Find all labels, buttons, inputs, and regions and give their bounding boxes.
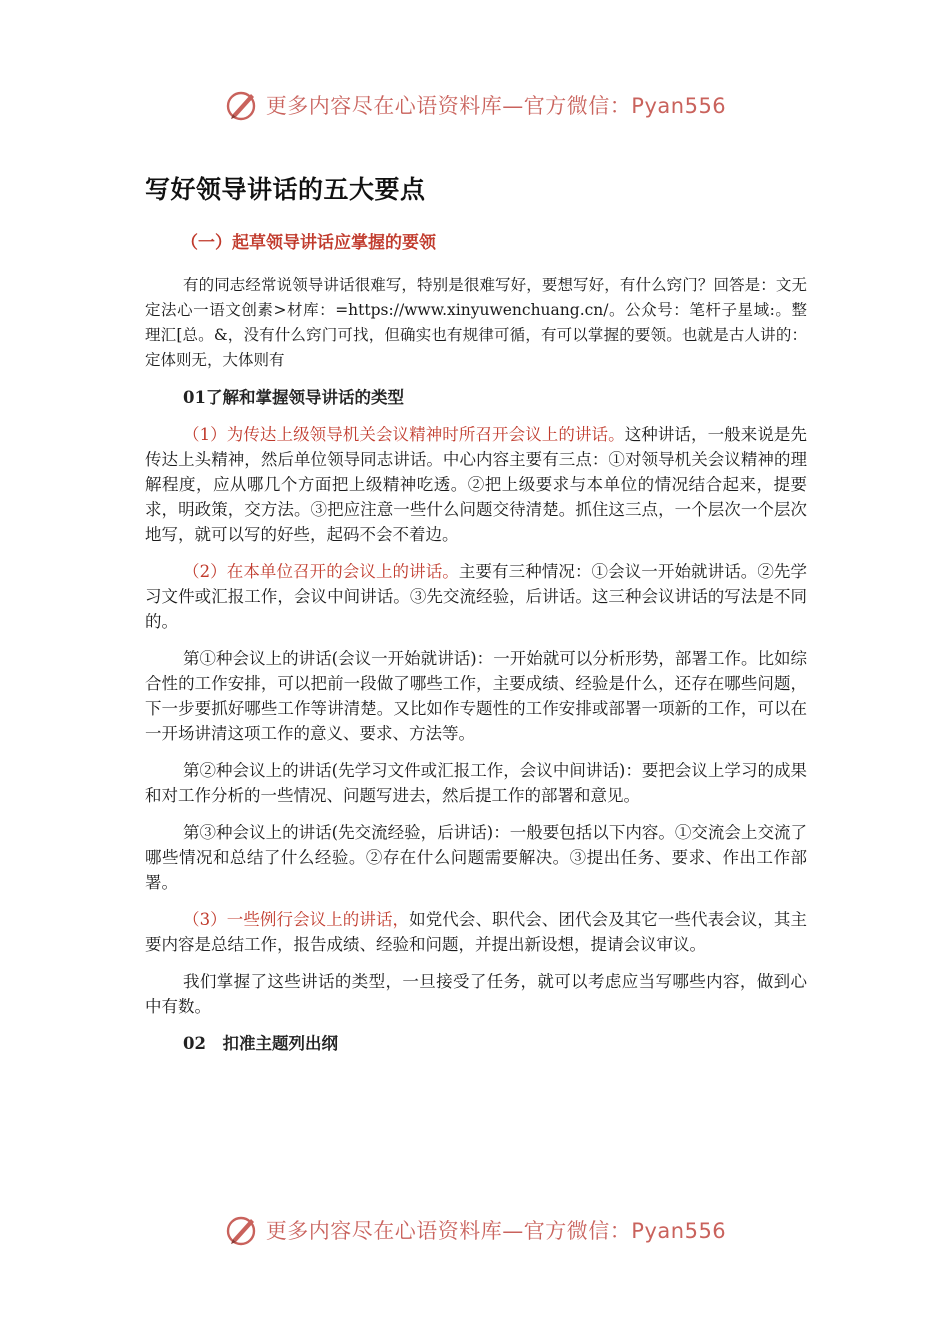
paragraph-type-1 <box>145 422 807 547</box>
footer-banner <box>0 1205 950 1255</box>
type-3-lead: （3）一些例行会议上的讲话， <box>183 910 410 929</box>
pen-circle-logo-icon <box>224 1212 260 1248</box>
type-2-lead: （2）在本单位召开的会议上的讲话。 <box>183 562 459 581</box>
intro-paragraph: 有的同志经常说领导讲话很难写，特别是很难写好，要想写好，有什么窍门？回答是：文无定法心一语文创素>材库：=https://www.xinyuwenchuang.cn/。公众号：笔杆子星域:。整理汇[总。&，没有什么窍门可找，但确实也有规律可循，有可以掌握的要领。也就是古人讲的：定体则无，大体则有 <box>145 276 807 369</box>
subheading-01: 01了解和掌握领导讲话的类型 <box>183 388 404 407</box>
paragraph-type-3 <box>145 907 807 957</box>
paragraph-type-2 <box>145 559 807 634</box>
pen-circle-logo-icon <box>224 87 260 123</box>
paragraph-meeting-3: 第③种会议上的讲话(先交流经验，后讲话)：一般要包括以下内容。①交流会上交流了哪些情况和总结了什么经验。②存在什么问题需要解决。③提出任务、要求、作出工作部署。 <box>145 823 807 892</box>
type-3-text: 如党代会、职代会、团代会及其它一些代表会议，其主要内容是总结工作，报告成绩、经验和问题，并提出新设想，提请会议审议。 <box>145 910 808 954</box>
paragraph-summary: 我们掌握了这些讲话的类型，一旦接受了任务，就可以考虑应当写哪些内容，做到心中有数。 <box>145 972 807 1016</box>
section-heading: （一）起草领导讲话应掌握的要领 <box>181 233 436 253</box>
banner-text: 更多内容尽在心语资料库—官方微信：Pyan556 <box>265 94 727 118</box>
paragraph-meeting-2: 第②种会议上的讲话(先学习文件或汇报工作，会议中间讲话)：要把会议上学习的成果和对工作分析的一些情况、问题写进去，然后提工作的部署和意见。 <box>145 761 807 805</box>
banner-text: 更多内容尽在心语资料库—官方微信：Pyan556 <box>265 1219 727 1243</box>
subheading-02: 02 扣准主题列出纲 <box>183 1034 338 1053</box>
header-banner <box>0 80 950 130</box>
document-body <box>145 170 807 1068</box>
paragraph-meeting-1: 第①种会议上的讲话(会议一开始就讲话)：一开始就可以分析形势，部署工作。比如综合性的工作安排，可以把前一段做了哪些工作，主要成绩、经验是什么，还存在哪些问题，下一步要抓好哪些工作等讲清楚。又比如作专题性的工作安排或部署一项新的工作，可以在一开场讲清这项工作的意义、要求、方法等。 <box>145 649 807 743</box>
doc-title: 写好领导讲话的五大要点 <box>145 175 426 204</box>
type-2-text: 主要有三种情况：①会议一开始就讲话。②先学习文件或汇报工作，会议中间讲话。③先交流经验，后讲话。这三种会议讲话的写法是不同的。 <box>145 562 808 631</box>
type-1-text: 这种讲话，一般来说是先传达上头精神，然后单位领导同志讲话。中心内容主要有三点：①对领导机关会议精神的理解程度，应从哪几个方面把上级精神吃透。②把上级要求与本单位的情况结合起来，提要求，明政策，交方法。③把应注意一些什么问题交待清楚。抓住这三点，一个层次一个层次地写，就可以写的好些，起码不会不着边。 <box>145 425 807 544</box>
type-1-lead: （1）为传达上级领导机关会议精神时所召开会议上的讲话。 <box>183 425 625 444</box>
